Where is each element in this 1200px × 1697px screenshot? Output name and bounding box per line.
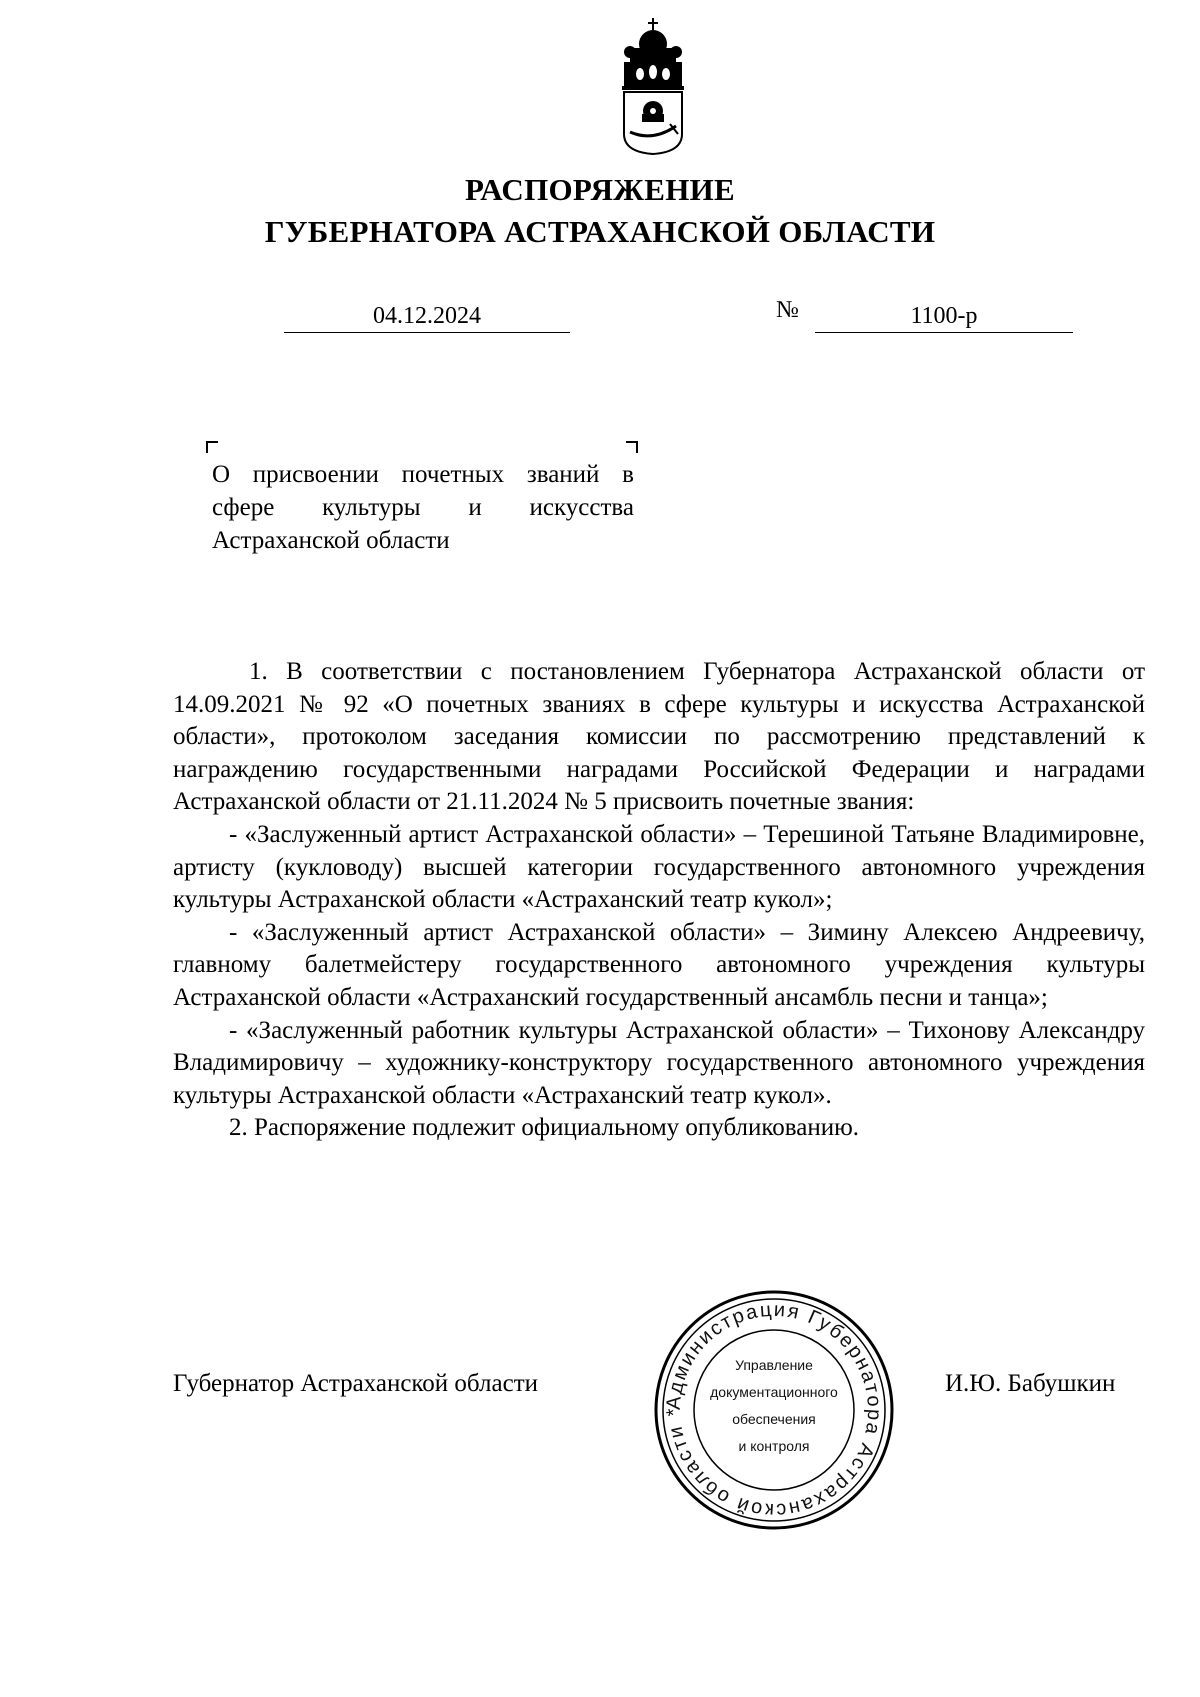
issuer-title: ГУБЕРНАТОРА АСТРАХАНСКОЙ ОБЛАСТИ [264, 214, 936, 249]
document-date: 04.12.2024 [284, 300, 570, 333]
body-paragraph: - «Заслуженный артист Астраханской области» – Зимину Алексею Андреевичу, главному балетмейстеру государственного автономного учреждения культуры Астраханской области «Астраханский государственный ансамбль песни и танца»; [173, 918, 1145, 1011]
stamp-ring-text: Администрация Губернатора Астраханской области * [662, 1298, 886, 1522]
stamp-center-text [700, 1352, 848, 1460]
document-number: 1100-р [815, 300, 1073, 333]
body-paragraph: - «Заслуженный артист Астраханской области» – Терешиной Татьяне Владимировне, артисту (кукловоду) высшей категории государственного автономного учреждения культуры Астраханской области «Астраханский театр кукол»; [173, 820, 1145, 914]
stamp-line: и контроля [738, 1438, 810, 1454]
body-paragraph: 2. Распоряжение подлежит официальному опубликованию. [229, 1114, 860, 1142]
stamp-line: обеспечения [732, 1411, 816, 1427]
signatory-position: Губернатор Астраханской области [173, 1370, 539, 1397]
body-paragraph: - «Заслуженный работник культуры Астраханской области» – Тихонову Александру Владимировичу – художнику-конструктору государственного автономного учреждения культуры Астраханской области «Астраханский театр кукол». [173, 1016, 1145, 1109]
subject-line: О присвоении почетных званий в [212, 461, 634, 488]
subject-line: Астраханской области [212, 527, 450, 554]
document-body [173, 656, 1145, 1145]
stamp-line: Управление [735, 1357, 813, 1373]
subject-corner-right-mark [626, 441, 638, 453]
coat-of-arms-icon [618, 16, 688, 156]
stamp-line: документационного [710, 1384, 838, 1400]
signatory-name: И.Ю. Бабушкин [945, 1370, 1116, 1397]
number-sign: № [776, 297, 799, 323]
subject-corner-left-mark [206, 441, 218, 453]
body-paragraph: 1. В соответствии с постановлением Губернатора Астраханской области от 14.09.2021 № 92 «О почетных званиях в сфере культуры и искусства Астраханской области», протоколом заседания комиссии по рассмотрению представлений к награждению государственными наградами Российской Федерации и наградами Астраханской области от 21.11.2024 № 5 присвоить почетные звания: [173, 658, 1145, 816]
document-subject [212, 458, 634, 557]
document-type-title: РАСПОРЯЖЕНИЕ [464, 172, 736, 207]
subject-line: сфере культуры и искусства [212, 494, 634, 521]
